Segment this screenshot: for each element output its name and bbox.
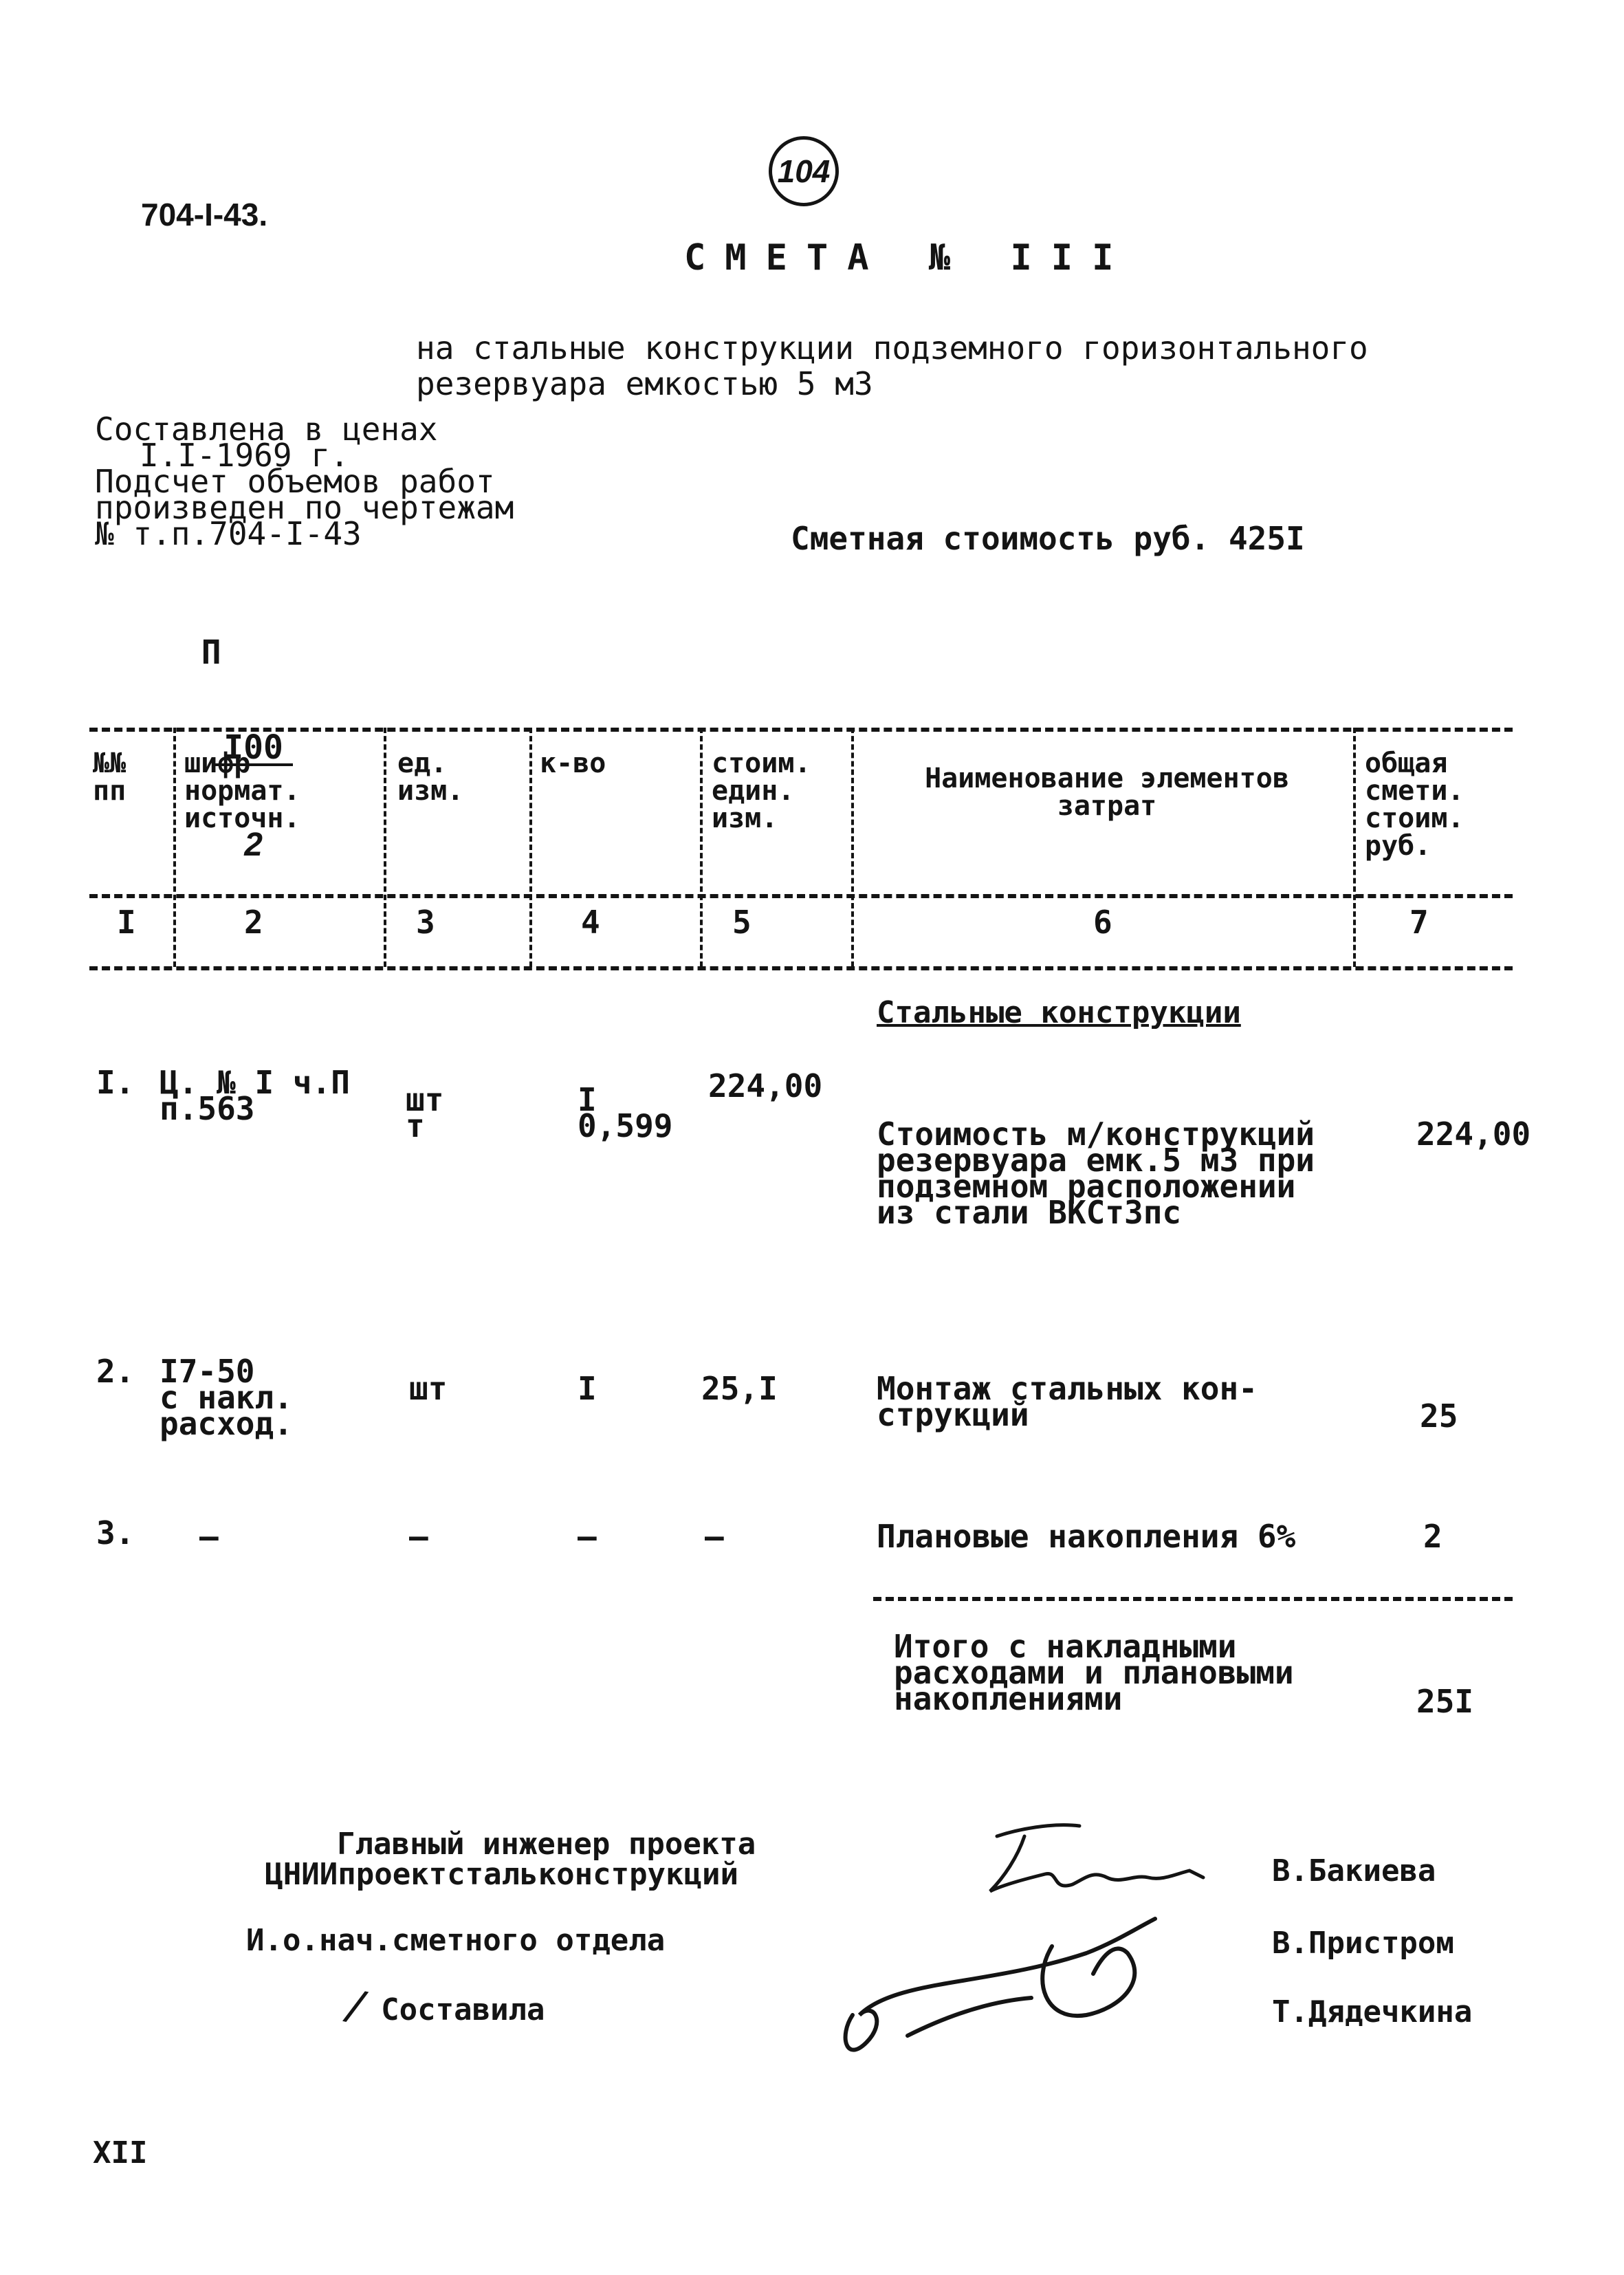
signatory-role-2: И.о.нач.сметного отдела (246, 1923, 666, 1958)
total-value: 25I (1416, 1683, 1474, 1720)
header-col-unit: ед. изм. (397, 748, 464, 807)
subtitle-line-1: на стальные конструкции подземного горизонтального (416, 329, 1368, 367)
info-line-4: произведен по чертежам (95, 489, 514, 526)
row-2-item-name: Монтаж стальных кон- струкций (877, 1370, 1258, 1433)
row-3-number: 3. (96, 1514, 135, 1552)
column-separator (529, 728, 532, 967)
column-number-4: 4 (581, 904, 600, 941)
signatory-name-1: В.Бакиева (1272, 1853, 1436, 1888)
table-colnum-rule (89, 966, 1513, 970)
row-3-code: – (199, 1518, 219, 1555)
role-1-line-1: Главный инженер проекта (337, 1827, 756, 1862)
subtitle-line-2: резервуара емкостью 5 м3 (416, 365, 873, 402)
column-number-6: 6 (1093, 904, 1112, 941)
row-2-unit-price: 25,I (701, 1370, 778, 1407)
row-1-quantity: I 0,599 (578, 1081, 673, 1144)
sheet-numerator: I00 (214, 732, 294, 766)
signatory-role-1 (265, 1827, 756, 1892)
header-col-code: шифр нормат. источн. (184, 748, 300, 834)
column-number-7: 7 (1409, 904, 1429, 941)
column-number-1: I (117, 904, 136, 941)
column-number-3: 3 (416, 904, 435, 941)
row-1-code: Ц. № I ч.П п.563 (160, 1064, 350, 1127)
document-title: СМЕТА № III (684, 237, 1133, 279)
total-rule (873, 1597, 1513, 1601)
handwritten-signature-2 (825, 1898, 1210, 2077)
row-2-quantity: I (578, 1370, 597, 1407)
sheet-prefix: П (201, 633, 221, 672)
document-subtitle (416, 330, 1368, 402)
row-1-unit: шт т (406, 1081, 444, 1144)
row-2-unit: шт (409, 1370, 448, 1407)
sheet-denominator: 2 (244, 827, 263, 863)
signatory-name-2: В.Пристром (1272, 1926, 1454, 1961)
role-1-line-2: ЦНИИпроектстальконструкций (265, 1857, 739, 1892)
table-header-rule (89, 894, 1513, 898)
header-col-quantity: к-во (540, 748, 606, 779)
row-3-unit: – (409, 1518, 428, 1555)
info-line-3: Подсчет объемов работ (95, 463, 495, 500)
handwritten-signature-1 (976, 1809, 1224, 1912)
signatory-role-3 (339, 1980, 545, 2032)
row-1-total: 224,00 (1416, 1115, 1531, 1153)
column-number-5: 5 (732, 904, 751, 941)
header-col-number: №№ пп (93, 748, 127, 807)
slash-mark: / (339, 1980, 374, 2032)
page-number-stamp: 104 (769, 136, 839, 206)
column-separator (851, 728, 854, 967)
column-number-2: 2 (244, 904, 263, 941)
row-2-total: 25 (1420, 1397, 1458, 1435)
row-3-total: 2 (1423, 1518, 1442, 1555)
footer-code: XII (93, 2135, 148, 2170)
total-label: Итого с накладными расходами и плановыми накоплениями (894, 1628, 1294, 1717)
row-3-quantity: – (578, 1518, 597, 1555)
section-title: Стальные конструкции (877, 995, 1241, 1030)
column-separator (173, 728, 176, 967)
info-line-5: № т.п.704-I-43 (95, 515, 362, 552)
column-separator (1353, 728, 1356, 967)
row-1-item-name: Стоимость м/конструкций резервуара емк.5 м3 при подземном расположении из стали ВКСт3пс (877, 1115, 1315, 1231)
row-3-item-name: Плановые накопления 6% (877, 1518, 1296, 1555)
row-3-unit-price: – (705, 1518, 724, 1555)
row-1-unit-price: 224,00 (708, 1067, 823, 1104)
estimated-cost: Сметная стоимость руб. 425I (791, 520, 1305, 557)
row-1-number: I. (96, 1064, 135, 1101)
info-line-1: Составлена в ценах (95, 411, 438, 448)
table-top-rule (89, 728, 1513, 732)
pricing-info-block (95, 411, 514, 552)
document-code: 704-I-43. (141, 197, 268, 232)
header-col-total: общая смети. стоим. руб. (1365, 748, 1464, 862)
header-col-unit-price: стоим. един. изм. (712, 748, 811, 834)
info-line-2: I.I-1969 г. (140, 437, 349, 474)
header-col-item-name: Наименование элементов затрат (925, 763, 1289, 822)
row-2-code: I7-50 с накл. расход. (160, 1353, 293, 1442)
signatory-name-3: Т.Дядечкина (1272, 1994, 1473, 2029)
column-separator (700, 728, 703, 967)
role-3-text: Составила (381, 1992, 545, 2027)
row-2-number: 2. (96, 1353, 135, 1390)
column-separator (384, 728, 386, 967)
